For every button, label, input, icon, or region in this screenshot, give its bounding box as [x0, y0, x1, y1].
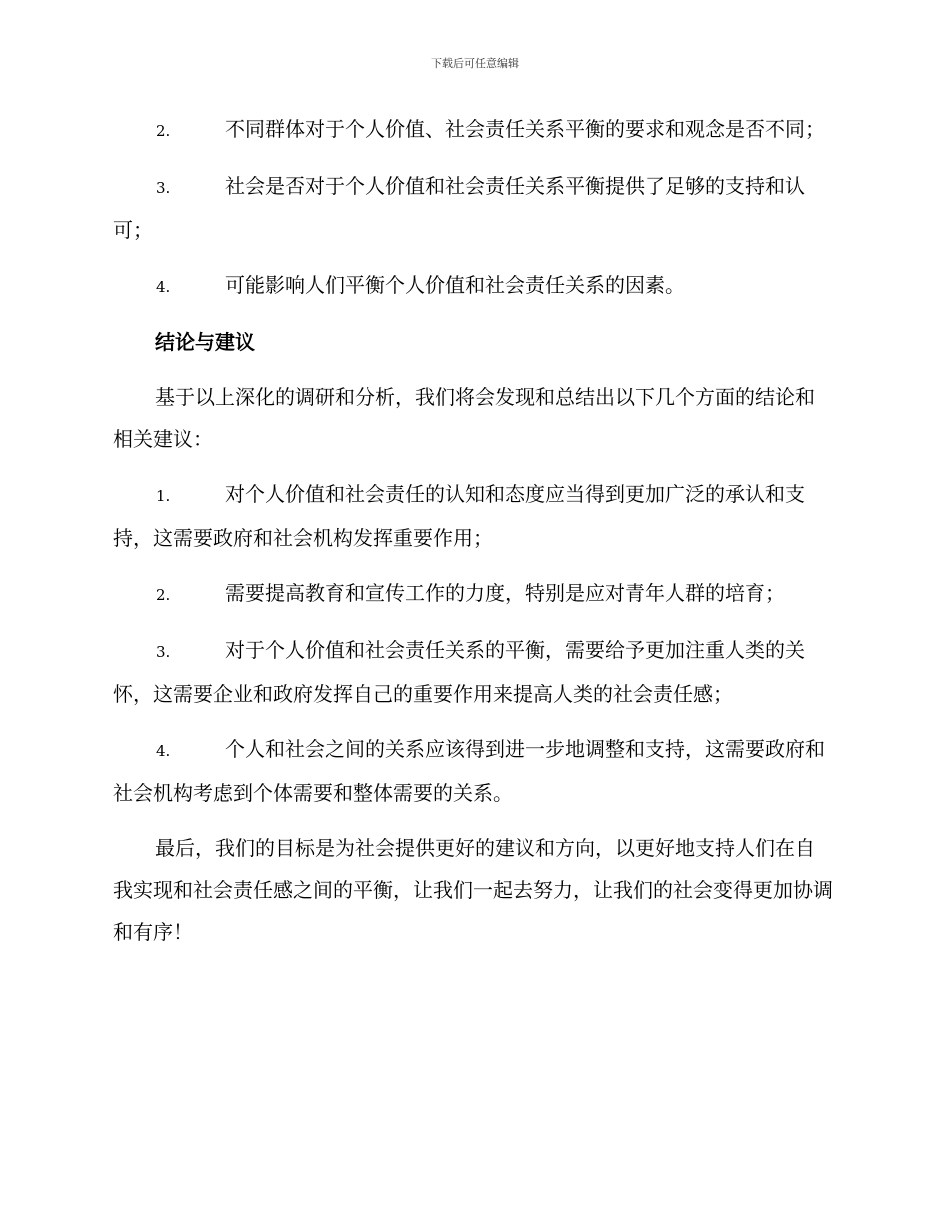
list-item	[113, 728, 833, 814]
list-number: 2.	[156, 122, 171, 140]
list-text: 不同群体对于个人价值、社会责任关系平衡的要求和观念是否不同；	[225, 117, 825, 141]
list-item	[113, 572, 833, 616]
list-number: 4.	[156, 742, 171, 760]
list-number: 4.	[156, 278, 171, 296]
document-body	[113, 108, 833, 966]
list-item	[113, 108, 833, 152]
section-heading: 结论与建议	[155, 330, 255, 354]
list-item	[113, 165, 833, 251]
intro-paragraph: 基于以上深化的调研和分析，我们将会发现和总结出以下几个方面的结论和相关建议：	[113, 385, 815, 451]
list-item	[113, 473, 833, 559]
list-item	[113, 264, 833, 308]
closing-paragraph: 最后，我们的目标是为社会提供更好的建议和方向，以更好地支持人们在自我实现和社会责任感之间的平衡，让我们一起去努力，让我们的社会变得更加协调和有序！	[113, 836, 833, 944]
list-text: 社会是否对于个人价值和社会责任关系平衡提供了足够的支持和认可；	[113, 174, 805, 242]
list-number: 1.	[156, 487, 171, 505]
list-item	[113, 629, 833, 715]
list-text: 可能影响人们平衡个人价值和社会责任关系的因素。	[225, 273, 685, 297]
list-number: 3.	[156, 179, 171, 197]
list-text: 对个人价值和社会责任的认知和态度应当得到更加广泛的承认和支持，这需要政府和社会机构发挥重要作用；	[113, 482, 805, 550]
list-number: 3.	[156, 643, 171, 661]
list-text: 对于个人价值和社会责任关系的平衡，需要给予更加注重人类的关怀，这需要企业和政府发挥自己的重要作用来提高人类的社会责任感；	[113, 638, 805, 706]
list-text: 需要提高教育和宣传工作的力度，特别是应对青年人群的培育；	[225, 581, 785, 605]
list-number: 2.	[156, 586, 171, 604]
list-text: 个人和社会之间的关系应该得到进一步地调整和支持，这需要政府和社会机构考虑到个体需要和整体需要的关系。	[113, 737, 825, 805]
page-header: 下载后可任意编辑	[431, 57, 519, 70]
